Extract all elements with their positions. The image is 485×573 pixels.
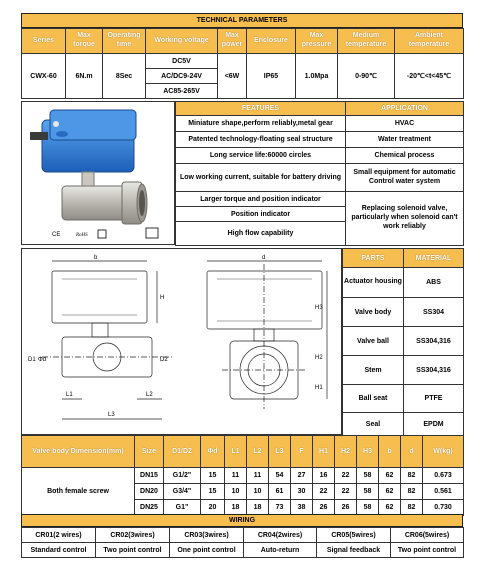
dim-cell: 0.730	[423, 500, 464, 516]
dim-header: H1	[313, 436, 335, 468]
wiring-function: Auto-return	[244, 543, 317, 558]
dim-cell: 26	[335, 500, 357, 516]
dim-cell: 22	[313, 484, 335, 500]
feature-item: Long service life:60000 circles	[176, 148, 346, 164]
product-photo	[21, 101, 175, 245]
dim-cell: 22	[335, 484, 357, 500]
certification-icon	[146, 228, 158, 238]
feature-item: Position indicator	[176, 207, 346, 222]
dim-cell: G1/2"	[164, 468, 201, 484]
wiring-function: One point control	[170, 543, 244, 558]
label-h: H	[160, 295, 165, 301]
voltage-option: AC/DC9-24V	[146, 69, 218, 84]
feature-item: Low working current, suitable for battery driving	[176, 164, 346, 192]
dim-cell: 18	[225, 500, 247, 516]
dim-cell: 62	[379, 500, 401, 516]
part-name: Actuator housing	[343, 268, 404, 298]
label-l2: L2	[146, 392, 153, 398]
header-max-pressure: Max pressure	[296, 29, 338, 54]
header-enclosure: Enclosure	[247, 29, 296, 54]
body-type: Both female screw	[22, 468, 135, 516]
dimension-drawing	[21, 248, 342, 435]
medium-temp-value: 0-90℃	[338, 54, 395, 99]
header-max-torque: Max torque	[66, 29, 103, 54]
dim-cell: 82	[401, 500, 423, 516]
series-value: CWX-60	[22, 54, 66, 99]
dim-header: Size	[135, 436, 164, 468]
dim-header: W(kg)	[423, 436, 464, 468]
dim-cell: 73	[269, 500, 291, 516]
technical-drawing	[22, 249, 341, 434]
dim-header: Φd	[201, 436, 225, 468]
label-phi-d: Φd	[38, 357, 47, 363]
label-l3: L3	[108, 412, 115, 418]
features-heading: FEATURES	[176, 102, 346, 116]
dim-cell: 30	[291, 484, 313, 500]
dim-header: b	[379, 436, 401, 468]
wiring-code: CR05(5wires)	[317, 528, 391, 543]
part-material: EPDM	[404, 413, 464, 436]
time-value: 8Sec	[103, 54, 146, 99]
dim-cell: DN25	[135, 500, 164, 516]
dim-cell: 54	[269, 468, 291, 484]
power-value: <6W	[218, 54, 247, 99]
application-item: Small equipment for automatic Control water system	[346, 164, 464, 192]
technical-parameters-table	[21, 28, 464, 99]
part-name: Valve ball	[343, 327, 404, 356]
dimension-title: Valve body Dimension(mm)	[22, 436, 135, 468]
label-h3: H3	[315, 305, 323, 311]
enclosure-value: IP65	[247, 54, 296, 99]
dim-cell: 82	[401, 484, 423, 500]
dim-cell: 11	[225, 468, 247, 484]
dim-cell: 0.673	[423, 468, 464, 484]
dim-cell: DN20	[135, 484, 164, 500]
header-max-power: Max power	[218, 29, 247, 54]
dim-header: D1/D2	[164, 436, 201, 468]
application-item: HVAC	[346, 116, 464, 132]
wiring-code: CR03(3wires)	[170, 528, 244, 543]
header-working-voltage: Working voltage	[146, 29, 218, 54]
dim-cell: 62	[379, 484, 401, 500]
label-d1: D1	[28, 357, 36, 363]
dimension-table	[21, 435, 464, 516]
pressure-value: 1.0Mpa	[296, 54, 338, 99]
label-d: d	[262, 255, 266, 261]
feature-item: Larger torque and position indicator	[176, 192, 346, 207]
label-d2: D2	[160, 357, 168, 363]
certification-icon	[98, 230, 106, 238]
dim-cell: 38	[291, 500, 313, 516]
dim-cell: 22	[335, 468, 357, 484]
features-application-table	[175, 101, 464, 246]
dim-cell: 15	[201, 484, 225, 500]
dim-header: L3	[269, 436, 291, 468]
feature-item: Patented technology-floating seal structure	[176, 132, 346, 148]
application-heading: APPLICATION	[346, 102, 464, 116]
voltage-option: DC5V	[146, 54, 218, 69]
torque-value: 6N.m	[66, 54, 103, 99]
dim-header: F	[291, 436, 313, 468]
application-item: Chemical process	[346, 148, 464, 164]
wiring-code: CR06(5wires)	[391, 528, 464, 543]
ce-mark: CE	[52, 232, 61, 238]
header-operating-time: Operating time	[103, 29, 146, 54]
parts-heading: PARTS	[343, 249, 404, 268]
header-ambient-temperature: Ambient temperature	[395, 29, 464, 54]
header-series: Series	[22, 29, 66, 54]
application-item: Replacing solenoid valve, particularly when solenoid can't work reliably	[346, 192, 464, 246]
wiring-function: Two point control	[391, 543, 464, 558]
feature-item: High flow capability	[176, 222, 346, 246]
technical-parameters-title: TECHNICAL PARAMETERS	[21, 13, 463, 28]
wiring-function: Two point control	[96, 543, 170, 558]
part-name: Stem	[343, 356, 404, 385]
dim-cell: 11	[247, 468, 269, 484]
part-material: SS304	[404, 298, 464, 327]
dim-header: H3	[357, 436, 379, 468]
feature-item: Miniature shape,perform reliably,metal gear	[176, 116, 346, 132]
wiring-table	[21, 527, 464, 558]
valve-image	[22, 102, 174, 244]
label-h2: H2	[315, 355, 323, 361]
label-h1: H1	[315, 385, 323, 391]
dim-cell: 62	[379, 468, 401, 484]
dim-cell: 10	[247, 484, 269, 500]
dim-cell: DN15	[135, 468, 164, 484]
dim-cell: G3/4"	[164, 484, 201, 500]
dim-cell: 61	[269, 484, 291, 500]
dim-cell: 82	[401, 468, 423, 484]
dim-header: L1	[225, 436, 247, 468]
part-name: Seal	[343, 413, 404, 436]
dim-cell: 58	[357, 468, 379, 484]
dim-cell: 18	[247, 500, 269, 516]
dim-header: d	[401, 436, 423, 468]
voltage-option: AC85-265V	[146, 84, 218, 99]
label-l1: L1	[66, 392, 73, 398]
dim-cell: 16	[313, 468, 335, 484]
dim-cell: 58	[357, 484, 379, 500]
dim-cell: 0.561	[423, 484, 464, 500]
application-item: Water treatment	[346, 132, 464, 148]
label-b: b	[94, 255, 98, 261]
side-actuator-outline	[207, 271, 322, 329]
part-material: PTFE	[404, 385, 464, 413]
part-material: SS304,316	[404, 327, 464, 356]
header-medium-temperature: Medium temperature	[338, 29, 395, 54]
dim-header: H2	[335, 436, 357, 468]
parts-material-table	[342, 248, 464, 436]
dim-cell: 26	[313, 500, 335, 516]
dim-cell: G1"	[164, 500, 201, 516]
dim-cell: 27	[291, 468, 313, 484]
wiring-code: CR01(2 wires)	[22, 528, 96, 543]
part-material: ABS	[404, 268, 464, 298]
part-material: SS304,316	[404, 356, 464, 385]
wiring-code: CR04(2wires)	[244, 528, 317, 543]
part-name: Ball seat	[343, 385, 404, 413]
wiring-function: Standard control	[22, 543, 96, 558]
wiring-code: CR02(3wires)	[96, 528, 170, 543]
dim-cell: 58	[357, 500, 379, 516]
dim-cell: 10	[225, 484, 247, 500]
wiring-title: WIRING	[21, 514, 463, 527]
wiring-function: Signal feedback	[317, 543, 391, 558]
material-heading: MATERIAL	[404, 249, 464, 268]
part-name: Valve body	[343, 298, 404, 327]
dim-header: L2	[247, 436, 269, 468]
dim-cell: 15	[201, 468, 225, 484]
dim-cell: 20	[201, 500, 225, 516]
ambient-temp-value: -20℃<t<45℃	[395, 54, 464, 99]
rohs-mark: RoHS	[76, 233, 88, 238]
